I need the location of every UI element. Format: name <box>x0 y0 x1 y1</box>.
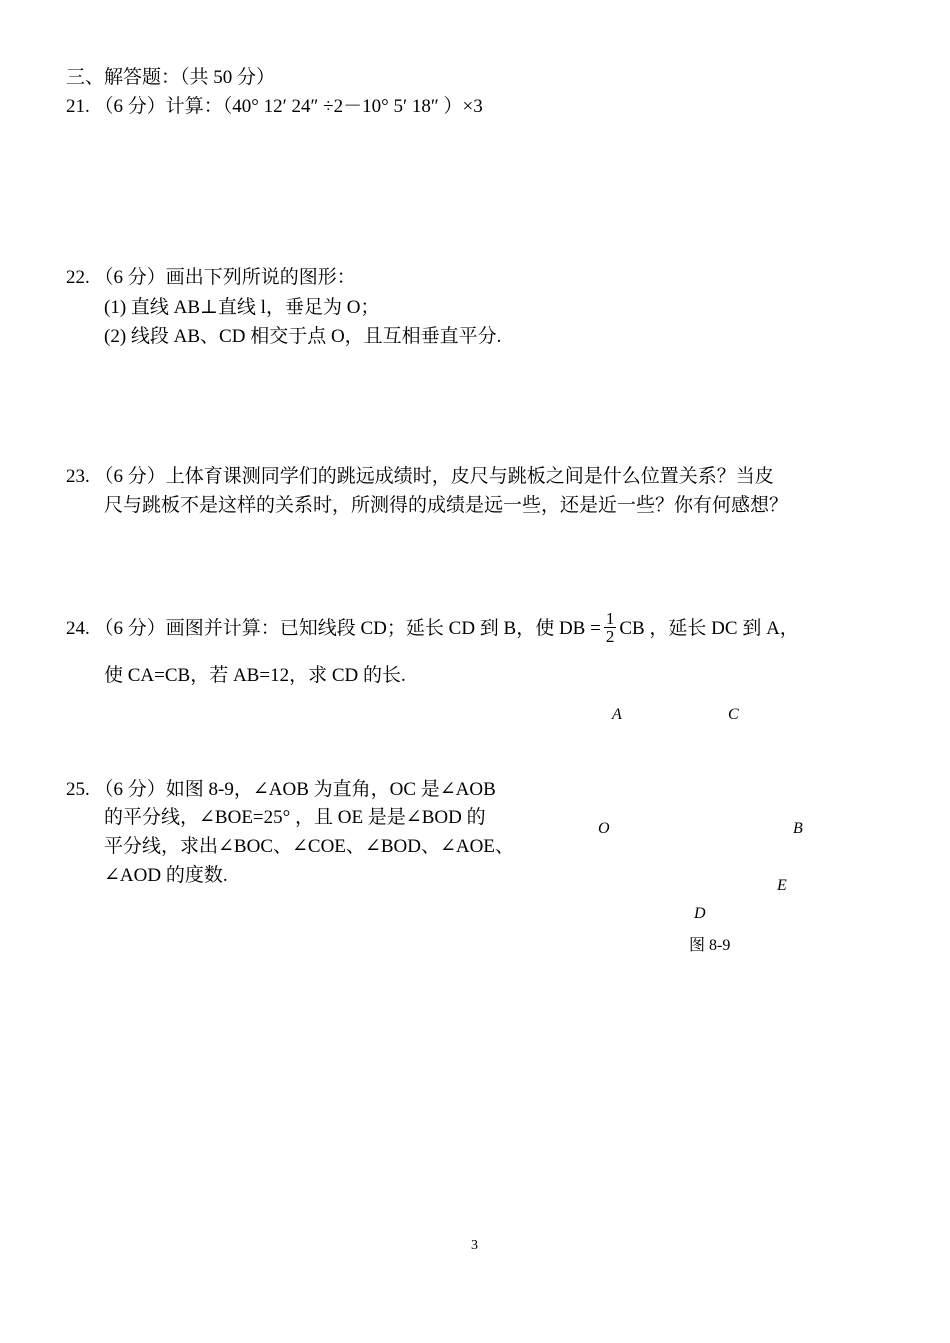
question-24-line-1 <box>66 609 799 647</box>
fraction-numerator: 1 <box>605 609 615 628</box>
question-22-item-2: (2) 线段 AB、CD 相交于点 O，且互相垂直平分. <box>104 326 502 347</box>
point-label-a: A <box>612 706 622 723</box>
section-title: 三、解答题：（共 50 分） <box>66 67 276 88</box>
question-24-line-2: 使 CA=CB，若 AB=12，求 CD 的长. <box>104 665 406 686</box>
question-24-text-post: CB ，延长 DC 到 A， <box>619 617 799 639</box>
question-22-stem: 22. （6 分）画出下列所说的图形： <box>66 267 356 288</box>
question-23-line-1: 23. （6 分）上体育课测同学们的跳远成绩时，皮尺与跳板之间是什么位置关系？当皮 <box>66 466 774 487</box>
fraction-one-half <box>604 610 617 645</box>
question-25-line-1: 25. （6 分）如图 8-9，∠AOB 为直角，OC 是∠AOB <box>66 779 496 800</box>
point-label-e: E <box>777 877 787 894</box>
point-label-o: O <box>598 820 610 837</box>
page-number: 3 <box>471 1238 478 1253</box>
point-label-b: B <box>793 820 803 837</box>
question-24-text-pre: 24. （6 分）画图并计算：已知线段 CD；延长 CD 到 B，使 DB = <box>66 617 601 639</box>
question-22-item-1: (1) 直线 AB⊥直线 l，垂足为 O； <box>104 297 380 318</box>
question-23-line-2: 尺与跳板不是这样的关系时，所测得的成绩是远一些，还是近一些？你有何感想？ <box>104 495 789 516</box>
question-25-line-4: ∠AOD 的度数. <box>104 865 228 886</box>
figure-caption: 图 8-9 <box>689 937 731 954</box>
question-25-line-2: 的平分线，∠BOE=25° ，且 OE 是是∠BOD 的 <box>104 807 486 828</box>
question-21: 21. （6 分）计算：（40° 12′ 24″ ÷2－10° 5′ 18″ ）×3 <box>66 96 483 117</box>
point-label-c: C <box>728 706 739 723</box>
fraction-denominator: 2 <box>605 627 615 646</box>
question-25-line-3: 平分线，求出∠BOC、∠COE、∠BOD、∠AOE、 <box>104 836 514 857</box>
point-label-d: D <box>694 905 706 922</box>
